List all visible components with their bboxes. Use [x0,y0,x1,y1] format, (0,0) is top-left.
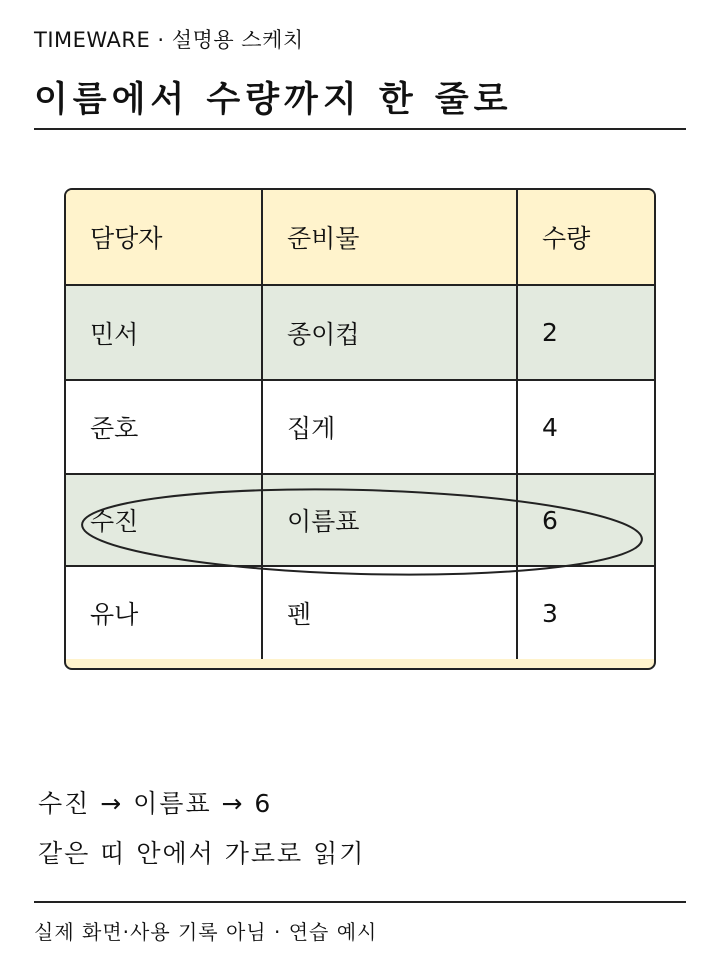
row-qty: 3 [542,598,558,628]
assignment-table [64,188,656,670]
table-row [66,286,654,381]
row-qty: 4 [542,412,558,442]
row-item: 펜 [263,567,518,659]
table-header-row [66,190,654,286]
column-header-qty: 수량 [542,224,591,253]
top-divider [34,128,686,130]
bottom-divider [34,901,686,903]
row-qty: 6 [542,505,558,535]
row-person: 유나 [66,567,263,659]
row-item: 이름표 [263,475,518,565]
reading-instruction-note: 같은 띠 안에서 가로로 읽기 [38,839,366,868]
row-item: 종이컵 [263,286,518,379]
column-header-person: 담당자 [66,190,263,284]
headline: 이름에서 수량까지 한 줄로 [34,80,513,120]
table-row-highlighted [66,475,654,567]
reading-path-note: 수진 → 이름표 → 6 [38,789,273,818]
table-row [66,567,654,659]
row-person: 준호 [66,381,263,473]
table-row [66,381,654,475]
row-person: 수진 [66,475,263,565]
column-header-item: 준비물 [263,190,518,284]
footer-disclaimer: 실제 화면·사용 기록 아님 · 연습 예시 [34,920,378,944]
row-qty: 2 [542,318,558,347]
brand-line: TIMEWARE · 설명용 스케치 [34,28,304,52]
row-person: 민서 [66,286,263,379]
row-item: 집게 [263,381,518,473]
